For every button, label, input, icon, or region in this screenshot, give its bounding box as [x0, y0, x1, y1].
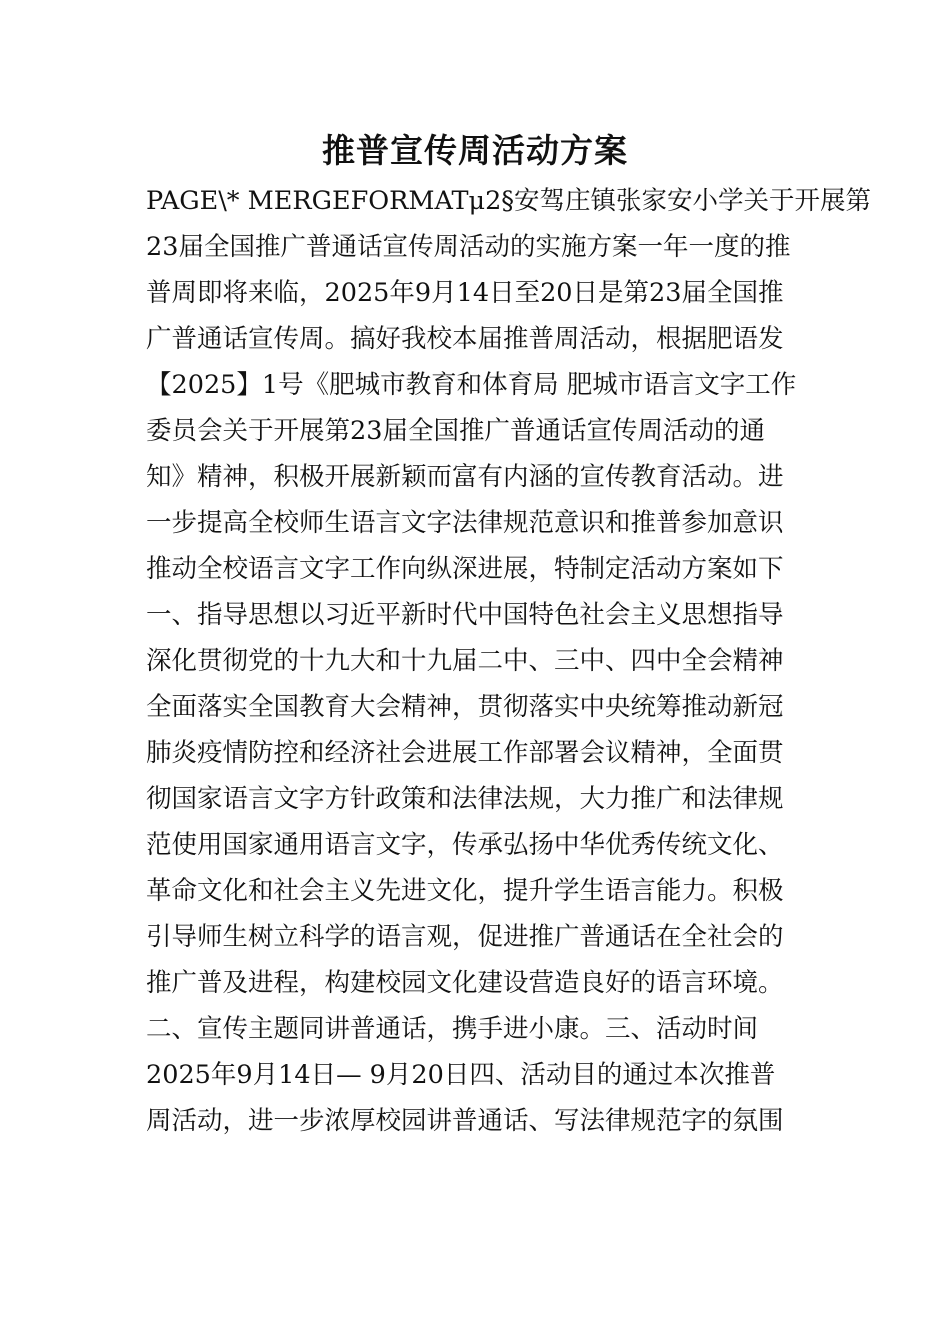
body-line: 知》精神，积极开展新颖而富有内涵的宣传教育活动。进: [146, 462, 784, 492]
body-line: 深化贯彻党的十九大和十九届二中、三中、四中全会精神: [146, 646, 784, 676]
document-body: [146, 178, 872, 1144]
body-line: 一步提高全校师生语言文字法律规范意识和推普参加意识: [146, 508, 784, 538]
body-line: 周活动，进一步浓厚校园讲普通话、写法律规范字的氛围: [146, 1106, 784, 1136]
body-line: 2025年9月14日— 9月20日四、活动目的通过本次推普: [146, 1060, 776, 1090]
body-line: 引导师生树立科学的语言观，促进推广普通话在全社会的: [146, 922, 784, 952]
body-line: 推动全校语言文字工作向纵深进展，特制定活动方案如下: [146, 554, 784, 584]
body-line: 范使用国家通用语言文字，传承弘扬中华优秀传统文化、: [146, 830, 784, 860]
body-line: 【2025】1号《肥城市教育和体育局 肥城市语言文字工作: [146, 370, 797, 400]
body-line: 普周即将来临，2025年9月14日至20日是第23届全国推: [146, 278, 784, 308]
body-line: 革命文化和社会主义先进文化，提升学生语言能力。积极: [146, 876, 784, 906]
body-line: 彻国家语言文字方针政策和法律法规，大力推广和法律规: [146, 784, 784, 814]
body-line: PAGE\* MERGEFORMATμ2§安驾庄镇张家安小学关于开展第: [146, 186, 872, 216]
body-line: 推广普及进程，构建校园文化建设营造良好的语言环境。: [146, 968, 784, 998]
body-line: 一、指导思想以习近平新时代中国特色社会主义思想指导: [146, 600, 784, 630]
body-line: 二、宣传主题同讲普通话，携手进小康。三、活动时间: [146, 1014, 759, 1044]
body-line: 肺炎疫情防控和经济社会进展工作部署会议精神，全面贯: [146, 738, 784, 768]
document-title: 推普宣传周活动方案: [322, 131, 628, 170]
body-line: 广普通话宣传周。搞好我校本届推普周活动，根据肥语发: [146, 324, 784, 354]
body-line: 委员会关于开展第23届全国推广普通话宣传周活动的通: [146, 416, 765, 446]
body-line: 全面落实全国教育大会精神，贯彻落实中央统筹推动新冠: [146, 692, 784, 722]
body-line: 23届全国推广普通话宣传周活动的实施方案一年一度的推: [146, 232, 791, 262]
